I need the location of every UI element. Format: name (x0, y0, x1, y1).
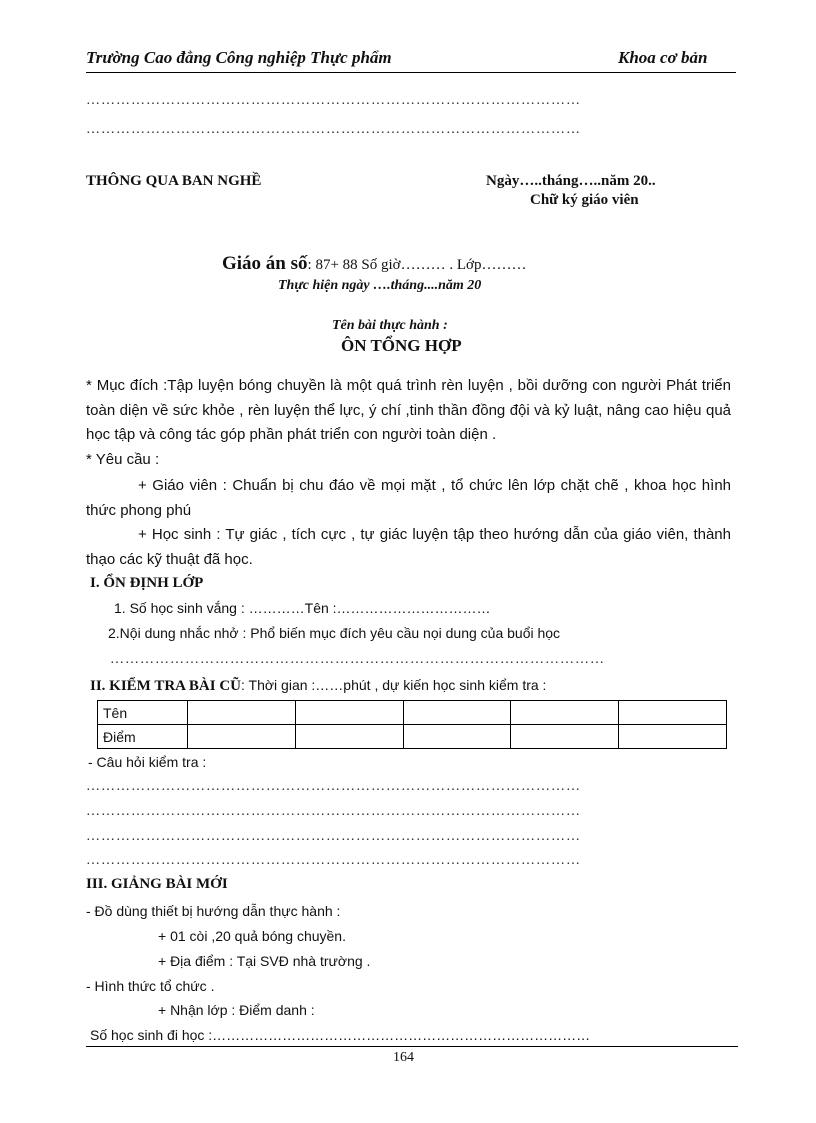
section-2-title: II. KIỂM TRA BÀI CŨ (90, 678, 242, 694)
requirements-label: * Yêu cầu : (86, 451, 160, 468)
blank-line: ……………………………………………………………………………………… (86, 853, 581, 868)
purpose-paragraph: * Mục đích :Tập luyện bóng chuyền là một quá trình rèn luyện , bồi dưỡng con người Phát triển toàn diện về sức khỏe , rèn luyện thể lực, ý chí ,tinh thần đồng đội và kỷ luật, nâng cao hiệu quả học tập và công tác góp phần phát triển con người toàn diện . (86, 377, 731, 443)
blank-line: ……………………………………………………………………………………… (86, 804, 581, 819)
lesson-label: Tên bài thực hành : (332, 318, 448, 333)
equipment-item: + 01 còi ,20 quả bóng chuyền. (158, 928, 346, 944)
section-2-heading (90, 677, 546, 695)
table-cell[interactable] (511, 725, 619, 749)
teacher-requirement: + Giáo viên : Chuẩn bị chu đáo về mọi mặt , tổ chức lên lớp chặt chẽ , khoa học hình thức phong phú (86, 477, 731, 519)
page-number: 164 (393, 1050, 414, 1065)
roll-call-item: + Nhận lớp : Điểm danh : (158, 1002, 315, 1018)
blank-line: ……………………………………………………………………………………… (86, 122, 581, 137)
footer-divider (86, 1046, 738, 1047)
section-3-title: III. GIẢNG BÀI MỚI (86, 876, 228, 892)
lesson-plan-prefix: Giáo án số (222, 253, 308, 274)
lesson-plan-details: : 87+ 88 Số giờ……… . Lớp……… (307, 257, 527, 273)
equipment-label: - Đồ dùng thiết bị hướng dẫn thực hành : (86, 903, 341, 919)
question-label: - Câu hỏi kiểm tra : (88, 754, 207, 770)
header-divider (86, 72, 736, 73)
student-requirement: + Học sinh : Tự giác , tích cực , tự giác luyện tập theo hướng dẫn của giáo viên, thành thạo các kỹ thuật đã học. (86, 526, 731, 568)
absent-students-line: 1. Số học sinh vắng : …………Tên :…………………………… (114, 600, 491, 616)
lesson-name: ÔN TỔNG HỢP (341, 336, 462, 355)
organization-label: - Hình thức tổ chức . (86, 978, 215, 994)
section-2-time: : Thời gian :……phút , dự kiến học sinh kiểm tra : (241, 677, 547, 693)
teacher-signature-label: Chữ ký giáo viên (530, 192, 639, 208)
table-cell[interactable] (295, 701, 403, 725)
table-row (98, 701, 727, 725)
lesson-plan-title (222, 253, 526, 275)
attendance-line: Số học sinh đi học :……………………………………………………………………… (90, 1027, 591, 1043)
section-1-title: I. ỔN ĐỊNH LỚP (90, 575, 204, 591)
blank-line: ……………………………………………………………………………………… (86, 93, 581, 108)
table-cell[interactable] (403, 725, 511, 749)
table-cell[interactable] (403, 701, 511, 725)
school-name: Trường Cao đẳng Công nghiệp Thực phẩm (86, 48, 392, 67)
table-cell[interactable] (619, 701, 727, 725)
reminder-line: 2.Nội dung nhắc nhở : Phổ biến mục đích yêu cầu nọi dung của buổi học (108, 625, 561, 641)
blank-line: ……………………………………………………………………………………… (86, 779, 581, 794)
approval-date: Ngày…..tháng…..năm 20.. (486, 173, 656, 189)
table-row (98, 725, 727, 749)
lesson-date: Thực hiện ngày ….tháng....năm 20 (278, 278, 482, 293)
table-cell[interactable] (188, 701, 296, 725)
blank-line: ……………………………………………………………………………………… (86, 829, 581, 844)
table-cell[interactable] (295, 725, 403, 749)
grade-table (97, 700, 727, 749)
table-cell[interactable] (619, 725, 727, 749)
department-name: Khoa cơ bản (618, 48, 708, 67)
table-cell-score-label: Điểm (98, 725, 188, 749)
blank-line: ……………………………………………………………………………………… (110, 652, 605, 667)
table-cell[interactable] (188, 725, 296, 749)
location-item: + Địa điểm : Tại SVĐ nhà trường . (158, 953, 371, 969)
table-cell[interactable] (511, 701, 619, 725)
approval-label: THÔNG QUA BAN NGHỀ (86, 173, 262, 189)
table-cell-name-label: Tên (98, 701, 188, 725)
